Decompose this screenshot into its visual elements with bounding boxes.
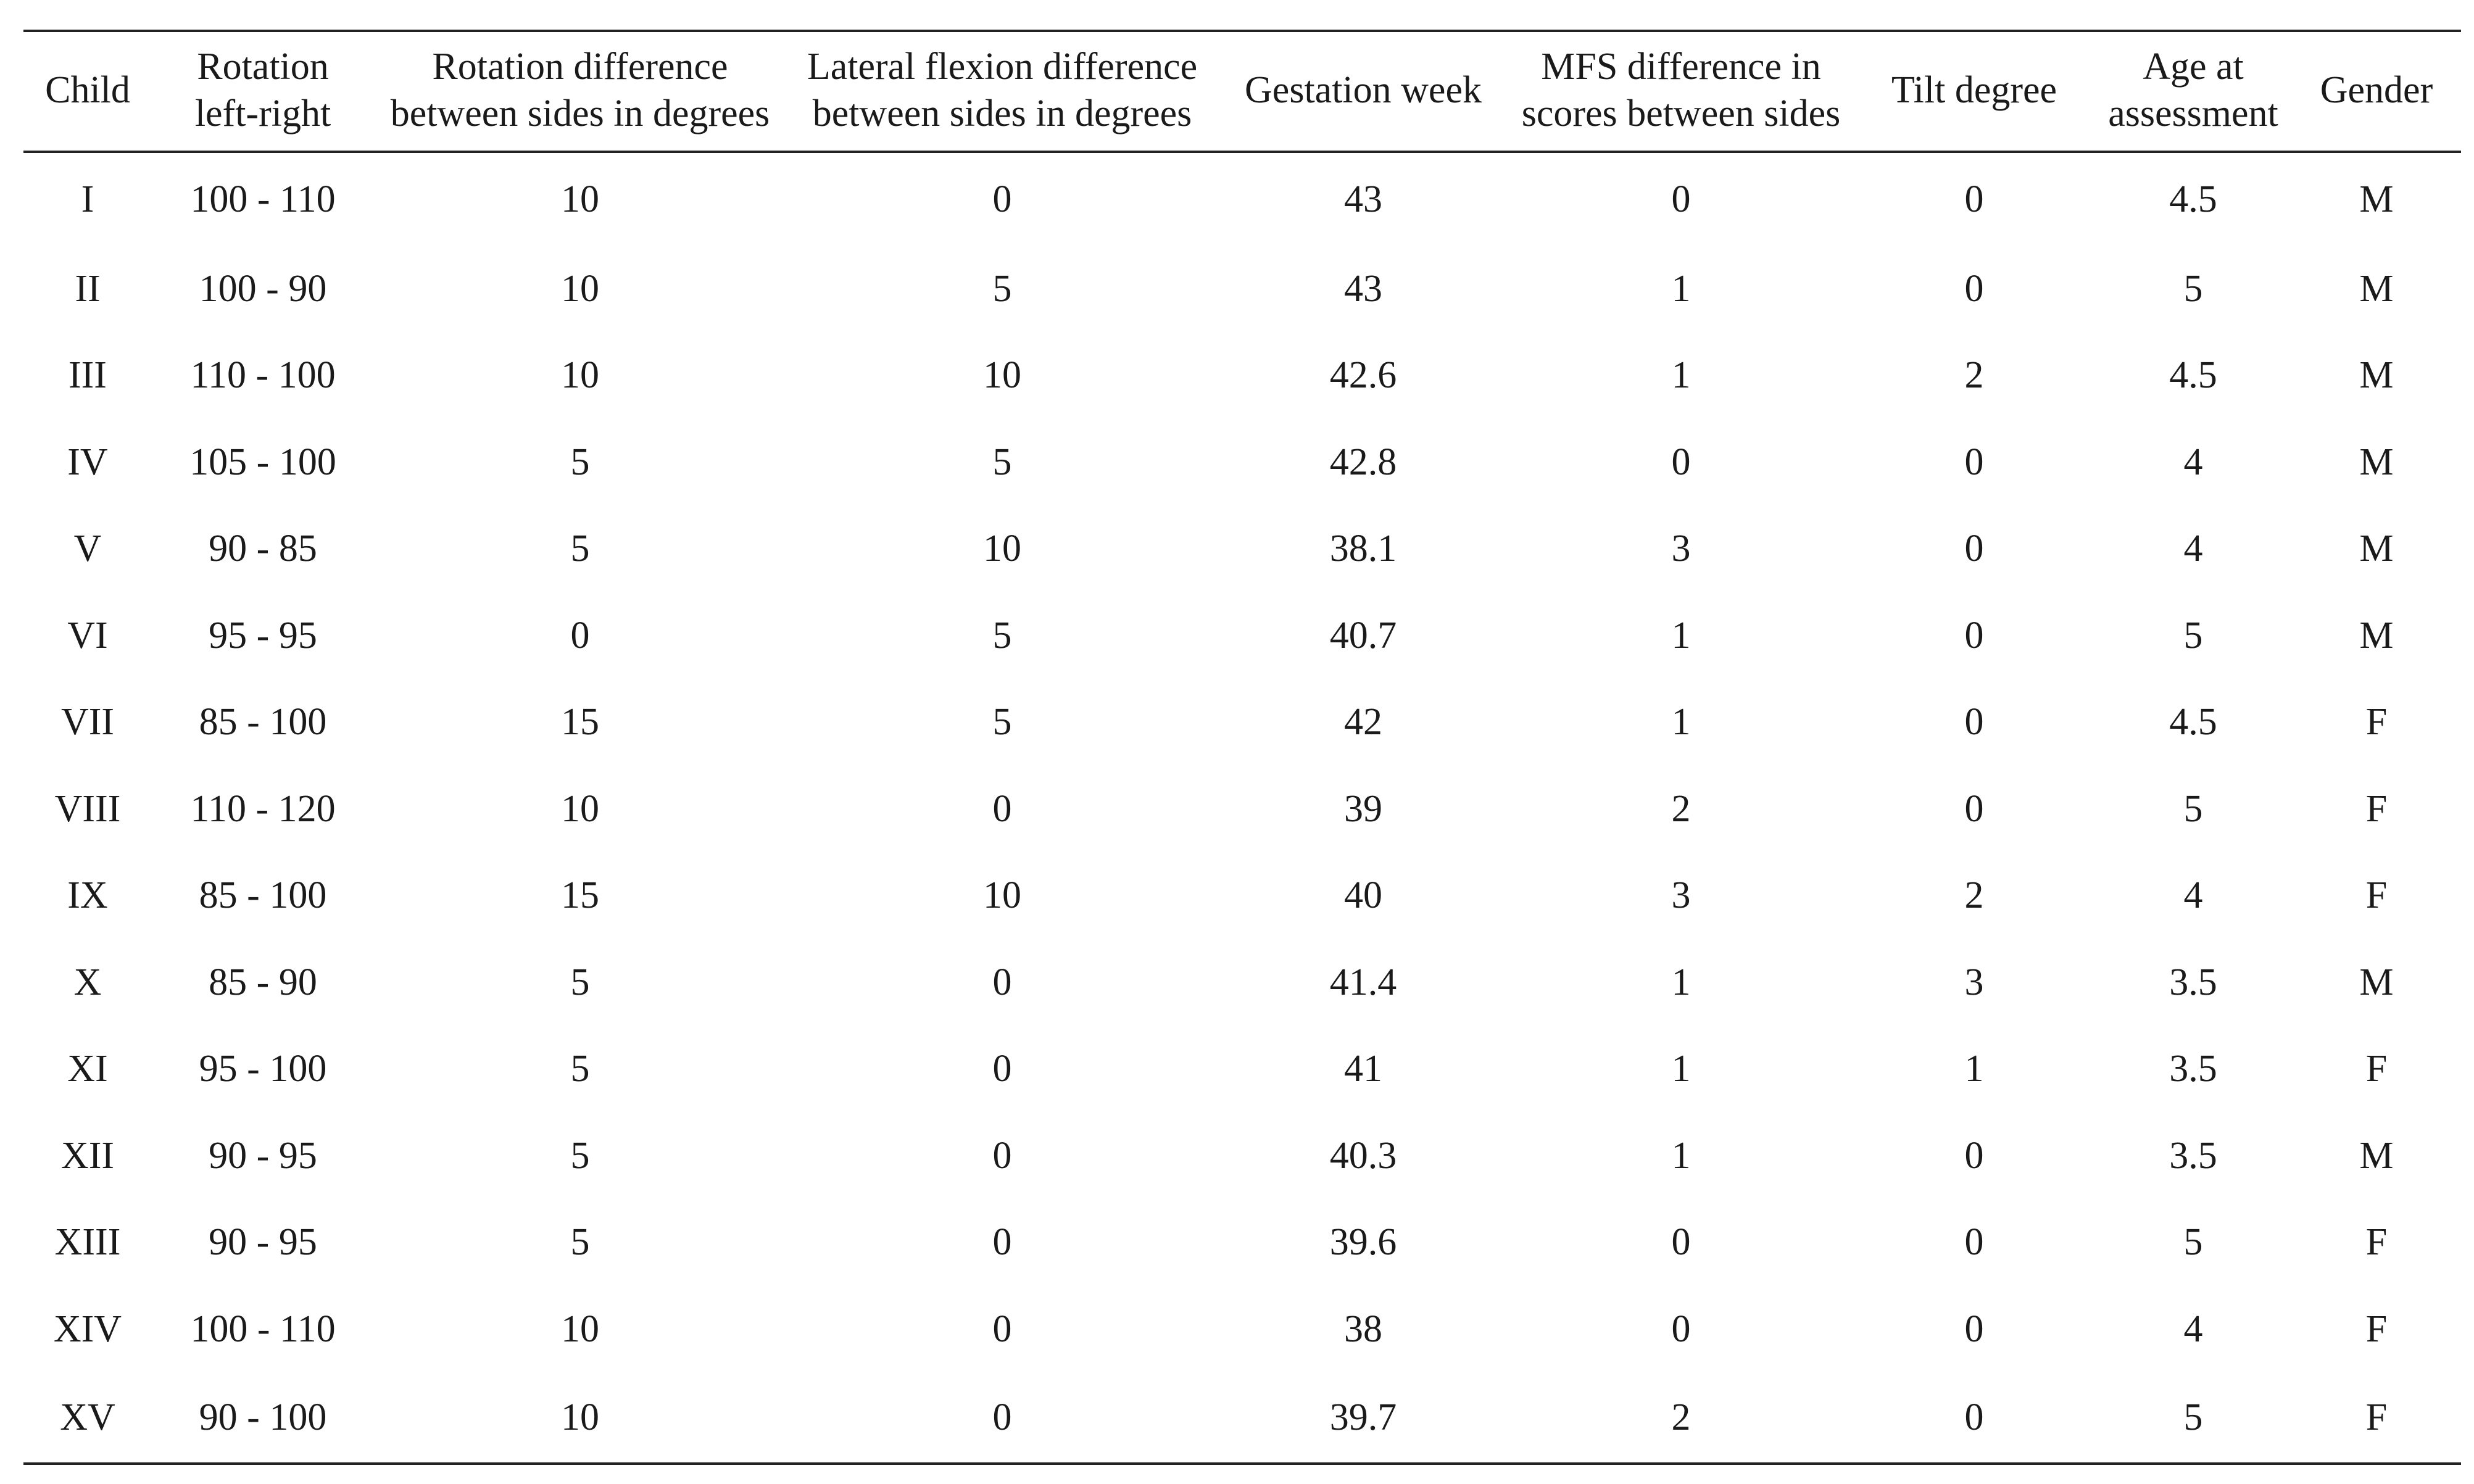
cell-gestation-week: 43 (1344, 178, 1382, 220)
cell-mfs-difference: 1 (1671, 614, 1691, 657)
table-body (23, 152, 2461, 1464)
header-line: Rotation (197, 46, 329, 88)
cell-age-at-assessment: 3.5 (2169, 1048, 2217, 1090)
cell-mfs-difference: 2 (1508, 1373, 1854, 1464)
cell-lateral-flexion-difference: 5 (992, 701, 1012, 744)
cell-rotation-difference: 10 (374, 1373, 786, 1464)
cell-gender: F (2365, 1221, 2388, 1264)
cell-tilt-degree: 0 (1964, 267, 1984, 310)
table-row (23, 766, 2461, 853)
table-row (23, 1286, 2461, 1373)
cell-rotation-difference: 5 (570, 1048, 590, 1090)
cell-gender: M (2359, 441, 2394, 483)
cell-tilt-degree: 2 (1964, 354, 1984, 397)
cell-tilt-degree: 0 (1964, 701, 1984, 744)
cell-mfs-difference: 0 (1671, 1221, 1691, 1264)
cell-gestation-week: 39.6 (1329, 1221, 1397, 1264)
cell-tilt-degree: 0 (1964, 1134, 1984, 1177)
cell-gestation-week: 42.8 (1329, 441, 1397, 483)
cell-mfs-difference: 3 (1671, 874, 1691, 917)
cell-rotation-difference: 5 (570, 528, 590, 570)
cell-tilt-degree: 0 (1964, 614, 1984, 657)
cell-age-at-assessment: 5 (2183, 1221, 2203, 1264)
cell-child: VIII (54, 787, 121, 830)
cell-gender: F (2365, 701, 2388, 744)
cell-tilt-degree: 0 (1854, 1373, 2094, 1464)
table-row (23, 592, 2461, 679)
cell-mfs-difference: 1 (1671, 354, 1691, 397)
table-row (23, 939, 2461, 1026)
cell-gestation-week: 40 (1344, 874, 1382, 917)
cell-tilt-degree: 3 (1964, 961, 1984, 1003)
cell-lateral-flexion-difference: 10 (983, 874, 1021, 917)
cell-tilt-degree: 0 (1964, 1308, 1984, 1350)
cell-rotation-left-right: 90 - 100 (152, 1373, 374, 1464)
cell-child: XV (23, 1373, 152, 1464)
header-lateral-flexion-difference (786, 31, 1218, 152)
cell-rotation-difference: 5 (570, 1134, 590, 1177)
cell-rotation-left-right: 105 - 100 (189, 441, 336, 483)
cell-age-at-assessment: 4 (2183, 874, 2203, 917)
cell-gender: F (2365, 1308, 2388, 1350)
cell-age-at-assessment: 5 (2183, 787, 2203, 830)
cell-lateral-flexion-difference: 5 (992, 267, 1012, 310)
cell-gender: M (2359, 354, 2394, 397)
cell-tilt-degree: 1 (1964, 1048, 1984, 1090)
cell-rotation-left-right: 85 - 100 (199, 874, 327, 917)
cell-gender: F (2292, 1373, 2461, 1464)
header-mfs-difference (1508, 31, 1854, 152)
cell-gestation-week: 41.4 (1329, 961, 1397, 1003)
header-line: between sides in degrees (390, 93, 770, 135)
cell-rotation-left-right: 110 - 120 (190, 787, 336, 830)
table-header-row (23, 31, 2461, 152)
cell-tilt-degree: 0 (1964, 528, 1984, 570)
data-table (23, 30, 2461, 1465)
cell-rotation-left-right: 100 - 110 (190, 178, 336, 220)
cell-age-at-assessment: 3.5 (2169, 961, 2217, 1003)
cell-gestation-week: 42 (1344, 701, 1382, 744)
cell-gender: M (2359, 614, 2394, 657)
cell-child: VI (67, 614, 108, 657)
header-rotation-difference (374, 31, 786, 152)
cell-lateral-flexion-difference: 0 (992, 961, 1012, 1003)
cell-rotation-difference: 15 (561, 701, 599, 744)
cell-rotation-difference: 10 (561, 787, 599, 830)
cell-rotation-difference: 5 (570, 1221, 590, 1264)
cell-rotation-difference: 5 (570, 441, 590, 483)
cell-gender: M (2359, 178, 2394, 220)
cell-lateral-flexion-difference: 0 (992, 1308, 1012, 1350)
cell-gestation-week: 39.7 (1218, 1373, 1508, 1464)
cell-child: I (81, 178, 94, 220)
header-tilt-degree (1854, 31, 2094, 152)
cell-lateral-flexion-difference: 0 (992, 787, 1012, 830)
cell-gender: F (2365, 874, 2388, 917)
cell-child: XII (60, 1134, 115, 1177)
cell-age-at-assessment: 4 (2183, 1308, 2203, 1350)
cell-gender: M (2359, 961, 2394, 1003)
table-row (23, 679, 2461, 766)
header-line: Tilt degree (1891, 69, 2057, 111)
cell-child: II (75, 267, 101, 310)
cell-child: V (73, 528, 102, 570)
cell-lateral-flexion-difference: 5 (992, 614, 1012, 657)
cell-mfs-difference: 1 (1671, 701, 1691, 744)
cell-rotation-difference: 10 (561, 267, 599, 310)
cell-gender: M (2359, 528, 2394, 570)
cell-gestation-week: 38.1 (1329, 528, 1397, 570)
cell-child: IV (67, 441, 108, 483)
header-line: between sides in degrees (812, 93, 1192, 135)
table-row (23, 1200, 2461, 1287)
cell-lateral-flexion-difference: 10 (983, 528, 1021, 570)
cell-rotation-left-right: 90 - 95 (209, 1221, 317, 1264)
cell-lateral-flexion-difference: 5 (992, 441, 1012, 483)
cell-rotation-left-right: 100 - 90 (199, 267, 327, 310)
header-line: Lateral flexion difference (807, 46, 1198, 88)
cell-age-at-assessment: 4.5 (2169, 178, 2217, 220)
cell-gender: M (2359, 267, 2394, 310)
cell-mfs-difference: 0 (1671, 1308, 1691, 1350)
header-line: Gestation week (1245, 69, 1482, 111)
cell-mfs-difference: 0 (1671, 178, 1691, 220)
table-row (23, 246, 2461, 333)
header-line: scores between sides (1521, 93, 1841, 135)
cell-rotation-difference: 10 (561, 1308, 599, 1350)
cell-tilt-degree: 0 (1964, 787, 1984, 830)
header-line: assessment (2108, 93, 2278, 135)
cell-tilt-degree: 0 (1964, 1221, 1984, 1264)
cell-age-at-assessment: 5 (2094, 1373, 2292, 1464)
cell-rotation-left-right: 110 - 100 (190, 354, 336, 397)
cell-lateral-flexion-difference: 0 (992, 1048, 1012, 1090)
cell-rotation-left-right: 90 - 95 (209, 1134, 317, 1177)
cell-child: XIV (53, 1308, 122, 1350)
cell-age-at-assessment: 5 (2183, 267, 2203, 310)
cell-rotation-left-right: 95 - 95 (209, 614, 317, 657)
cell-mfs-difference: 2 (1671, 787, 1691, 830)
header-line: left-right (194, 93, 331, 135)
header-line: Age at (2143, 46, 2244, 88)
cell-lateral-flexion-difference: 0 (992, 1221, 1012, 1264)
cell-age-at-assessment: 4.5 (2169, 354, 2217, 397)
cell-age-at-assessment: 4.5 (2169, 701, 2217, 744)
cell-age-at-assessment: 4 (2183, 528, 2203, 570)
cell-lateral-flexion-difference: 0 (992, 1134, 1012, 1177)
cell-mfs-difference: 1 (1671, 1048, 1691, 1090)
cell-rotation-left-right: 95 - 100 (199, 1048, 327, 1090)
cell-lateral-flexion-difference: 0 (786, 1373, 1218, 1464)
cell-mfs-difference: 1 (1671, 961, 1691, 1003)
cell-mfs-difference: 0 (1671, 441, 1691, 483)
header-child (23, 31, 152, 152)
cell-rotation-left-right: 85 - 90 (209, 961, 317, 1003)
header-line: Rotation difference (432, 46, 728, 88)
cell-gestation-week: 43 (1344, 267, 1382, 310)
cell-rotation-difference: 5 (570, 961, 590, 1003)
cell-child: IX (67, 874, 108, 917)
cell-lateral-flexion-difference: 10 (983, 354, 1021, 397)
cell-gestation-week: 41 (1344, 1048, 1382, 1090)
cell-rotation-difference: 10 (561, 178, 599, 220)
table-row (23, 1113, 2461, 1200)
cell-gestation-week: 38 (1344, 1308, 1382, 1350)
table-row (23, 1373, 2461, 1464)
cell-child: X (73, 961, 102, 1003)
cell-child: III (68, 354, 107, 397)
cell-rotation-difference: 10 (561, 354, 599, 397)
header-line: MFS difference in (1541, 46, 1821, 88)
cell-age-at-assessment: 4 (2183, 441, 2203, 483)
table-row (23, 333, 2461, 420)
cell-rotation-difference: 0 (570, 614, 590, 657)
table-row (23, 152, 2461, 246)
cell-lateral-flexion-difference: 0 (992, 178, 1012, 220)
cell-tilt-degree: 0 (1964, 178, 1984, 220)
cell-rotation-difference: 15 (561, 874, 599, 917)
cell-mfs-difference: 3 (1671, 528, 1691, 570)
cell-mfs-difference: 1 (1671, 1134, 1691, 1177)
header-line: Child (45, 69, 130, 111)
cell-child: VII (60, 701, 115, 744)
cell-rotation-left-right: 85 - 100 (199, 701, 327, 744)
cell-gestation-week: 40.7 (1329, 614, 1397, 657)
cell-gestation-week: 40.3 (1329, 1134, 1397, 1177)
cell-rotation-left-right: 90 - 85 (209, 528, 317, 570)
cell-child: XIII (54, 1221, 121, 1264)
header-gestation-week (1218, 31, 1508, 152)
table-row (23, 853, 2461, 940)
cell-gestation-week: 39 (1344, 787, 1382, 830)
cell-age-at-assessment: 3.5 (2169, 1134, 2217, 1177)
cell-tilt-degree: 0 (1964, 441, 1984, 483)
cell-child: XI (67, 1048, 108, 1090)
header-rotation-left-right (152, 31, 374, 152)
header-age-at-assessment (2094, 31, 2292, 152)
data-table-container (23, 30, 2461, 1465)
cell-gender: F (2365, 1048, 2388, 1090)
cell-rotation-left-right: 100 - 110 (190, 1308, 336, 1350)
header-line: Gender (2320, 69, 2433, 111)
table-row (23, 419, 2461, 506)
table-row (23, 1026, 2461, 1113)
cell-mfs-difference: 1 (1671, 267, 1691, 310)
cell-gender: M (2359, 1134, 2394, 1177)
cell-age-at-assessment: 5 (2183, 614, 2203, 657)
cell-gestation-week: 42.6 (1329, 354, 1397, 397)
cell-gender: F (2365, 787, 2388, 830)
header-gender (2292, 31, 2461, 152)
table-row (23, 506, 2461, 593)
cell-tilt-degree: 2 (1964, 874, 1984, 917)
